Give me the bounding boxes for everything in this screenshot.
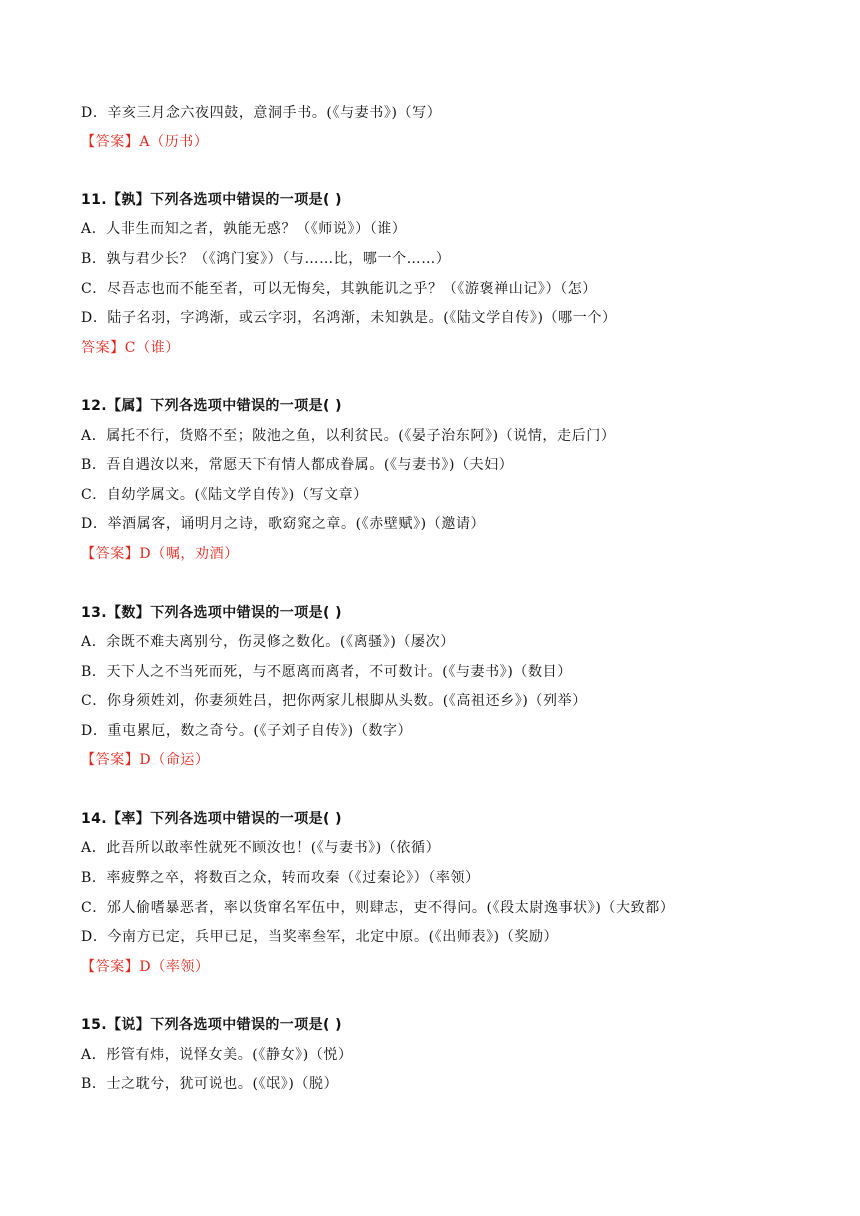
option-d-q14: D．今南方已定，兵甲已足，当奖率叁军，北定中原。(《出师表》)（奖励）: [81, 929, 559, 945]
option-b-q15: B．士之耽兮，犹可说也。(《氓》)（脱）: [81, 1076, 339, 1092]
answer-q10: 【答案】A（历书）: [81, 134, 209, 150]
answer-q14: 【答案】D（率领）: [81, 959, 210, 975]
option-b-q12: B．吾自遇汝以来，常愿天下有情人都成眷属。(《与妻书》)（夫妇）: [81, 457, 514, 473]
option-a-q13: A．余既不难夫离别兮，伤灵修之数化。(《离骚》)（屡次）: [81, 634, 455, 650]
question-11: 11.【孰】下列各选项中错误的一项是( ): [81, 192, 342, 208]
option-c-q11: C．尽吾志也而不能至者，可以无悔矣，其孰能讥之乎？（《游褒禅山记》）（怎）: [81, 281, 597, 297]
option-a-q12: A．属托不行，货赂不至；陂池之鱼，以利贫民。(《晏子治东阿》)（说情，走后门）: [81, 428, 616, 444]
question-12: 12.【属】下列各选项中错误的一项是( ): [81, 398, 342, 414]
option-b-q13: B．天下人之不当死而死，与不愿离而离者，不可数计。(《与妻书》)（数目）: [81, 664, 572, 680]
question-13: 13.【数】下列各选项中错误的一项是( ): [81, 605, 342, 621]
question-15: 15.【说】下列各选项中错误的一项是( ): [81, 1017, 342, 1033]
option-d-q10: D．辛亥三月念六夜四鼓，意洞手书。(《与妻书》)（写）: [81, 105, 442, 121]
answer-q13: 【答案】D（命运）: [81, 752, 210, 768]
option-d-q12: D．举酒属客，诵明月之诗，歌窈窕之章。(《赤壁赋》)（邀请）: [81, 516, 486, 532]
option-a-q14: A．此吾所以敢率性就死不顾汝也！(《与妻书》)（依循）: [81, 840, 441, 856]
option-b-q14: B．率疲弊之卒，将数百之众，转而攻秦（《过秦论》）（率领）: [81, 870, 480, 886]
answer-q12: 【答案】D（嘱，劝酒）: [81, 546, 239, 562]
option-c-q12: C．自幼学属文。(《陆文学自传》)（写文章）: [81, 487, 368, 503]
option-b-q11: B．孰与君少长？（《鸿门宴》）（与……比，哪一个……）: [81, 251, 451, 267]
option-a-q15: A．彤管有炜，说怿女美。(《静女》)（悦）: [81, 1047, 353, 1063]
option-d-q11: D．陆子名羽，字鸿渐，或云字羽，名鸿渐，未知孰是。(《陆文学自传》)（哪一个）: [81, 310, 617, 326]
option-d-q13: D．重屯累厄，数之奇兮。(《子刘子自传》)（数字）: [81, 723, 413, 739]
question-14: 14.【率】下列各选项中错误的一项是( ): [81, 811, 342, 827]
option-a-q11: A．人非生而知之者，孰能无惑？（《师说》）（谁）: [81, 221, 407, 237]
option-c-q13: C．你身须姓刘，你妻须姓吕，把你两家儿根脚从头数。(《高祖还乡》)（列举）: [81, 693, 587, 709]
answer-q11: 答案】C（谁）: [81, 340, 180, 356]
option-c-q14: C．邠人偷嗜暴恶者，率以货窜名军伍中，则肆志，吏不得问。(《段太尉逸事状》)（大致都）: [81, 900, 675, 916]
